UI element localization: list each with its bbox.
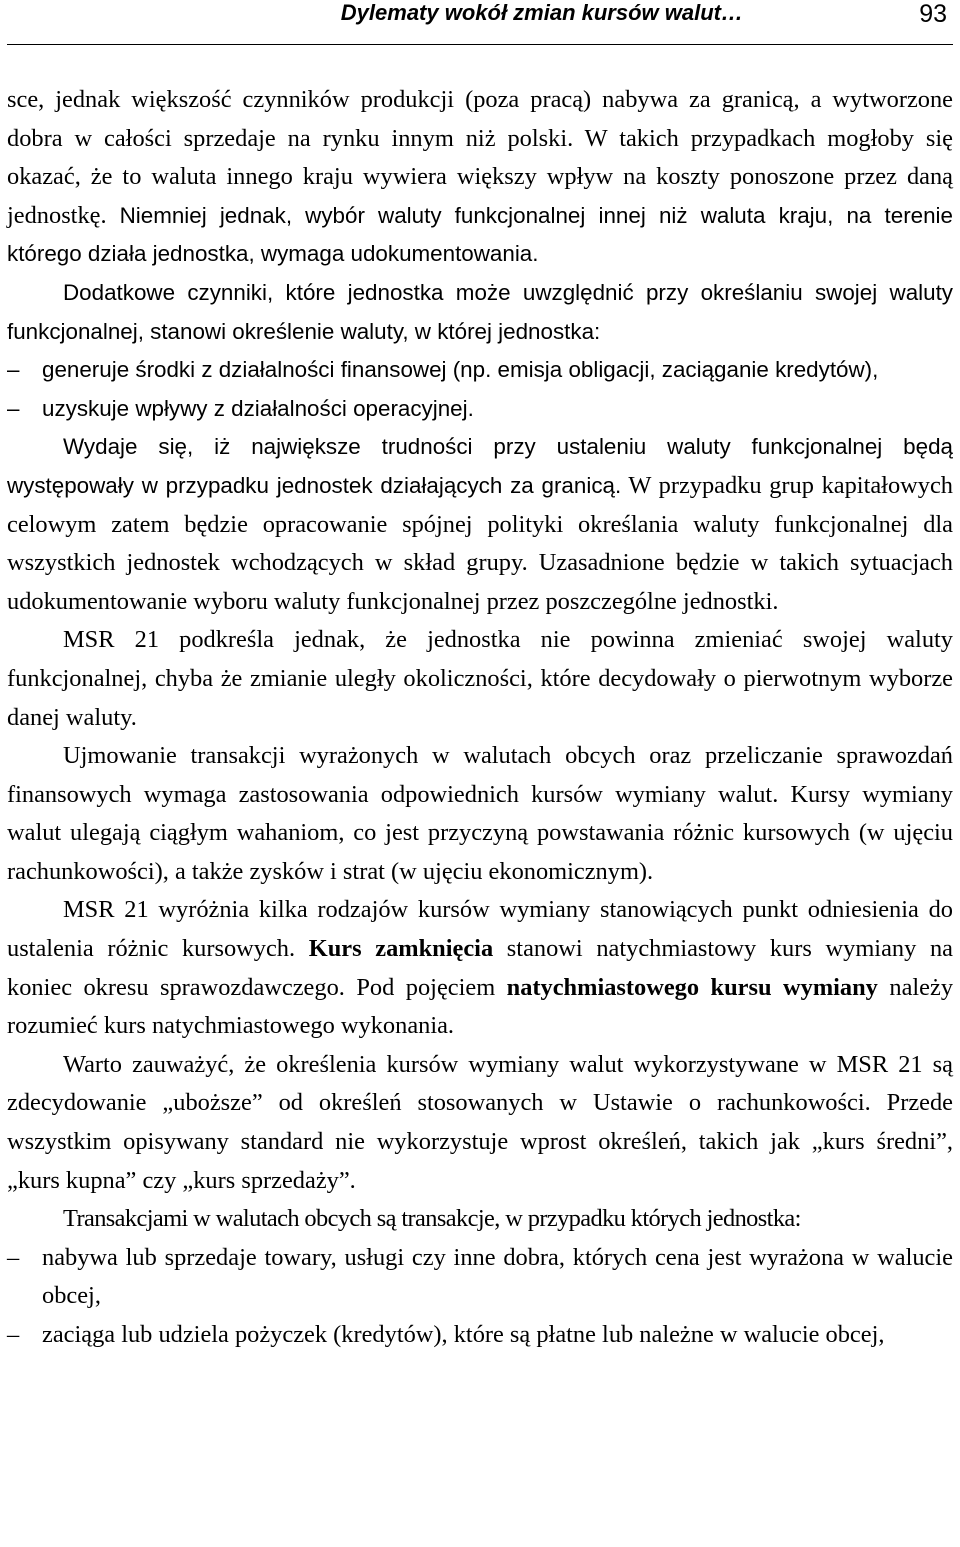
paragraph-8: Transakcjami w walutach obcych są transakcje, w przypadku których jednostka: xyxy=(63,1205,801,1233)
term-closing-rate: Kurs zamknięcia xyxy=(308,935,494,963)
list-item: – nabywa lub sprzedaje towary, usługi czy inne dobra, których cena jest wyrażona w walucie obcej, xyxy=(7,1239,953,1316)
paragraph-6 xyxy=(7,891,953,1045)
paragraph-3 xyxy=(7,428,953,621)
paragraph-1 xyxy=(7,81,953,274)
paragraph-1-serif: sce, jednak większość czynników produkcji (poza pracą) nabywa za granicą, a wytworzone dobra w całości sprzedaje na rynku innym niż polski. W takich przypadkach mogłoby się okazać, że to waluta innego kraju wywiera większy wpływ na koszty ponoszone przez daną jednostkę. xyxy=(7,86,953,229)
list-1 xyxy=(7,351,953,428)
paragraph-4: MSR 21 podkreśla jednak, że jednostka nie powinna zmieniać swojej waluty funkcjonalnej, chyba że zmianie uległy okoliczności, które decydowały o pierwotnym wyborze danej waluty. xyxy=(7,626,953,731)
paragraph-2: Dodatkowe czynniki, które jednostka może uwzględnić przy określaniu swojej waluty funkcjonalnej, stanowi określenie waluty, w której jednostka: xyxy=(7,279,953,344)
list-item: – generuje środki z działalności finansowej (np. emisja obligacji, zaciąganie kredytów), xyxy=(7,351,953,390)
paragraph-6-part-b: stanowi natychmiastowy kurs wymiany na koniec okresu sprawozdawczego. Pod pojęciem xyxy=(7,935,953,1001)
paragraph-3-sans: Wydaje się, iż największe trudności przy ustaleniu waluty funkcjonalnej będą występowały w przypadku jednostek działających za granicą. xyxy=(7,434,953,498)
body-text xyxy=(7,81,953,1355)
page-number: 93 xyxy=(919,0,947,28)
paragraph-6-part-c: należy rozumieć kurs natychmiastowego wykonania. xyxy=(7,973,954,1040)
running-header xyxy=(7,0,953,45)
list-item: – zaciąga lub udziela pożyczek (kredytów), które są płatne lub należne w walucie obcej, xyxy=(7,1316,953,1355)
paragraph-3-serif: W przypadku grup kapitałowych celowym zatem będzie opracowanie spójnej polityki określania waluty funkcjonalnej dla wszystkich jednostek wchodzących w skład grupy. Uzasadnione będzie w takich sytuacjach udokumentowanie wyboru waluty funkcjonalnej przez poszczególne jednostki. xyxy=(7,471,953,615)
paragraph-1-sans: Niemniej jednak, wybór waluty funkcjonalnej innej niż waluta kraju, na terenie którego działa jednostka, wymaga udokumentowania. xyxy=(7,202,953,267)
paragraph-6-part-a: MSR 21 wyróżnia kilka rodzajów kursów wymiany stanowiących punkt odniesienia do ustalenia różnic kursowych. xyxy=(7,896,953,963)
list-2 xyxy=(7,1239,953,1355)
term-spot-rate: natychmiastowego kursu wymiany xyxy=(506,973,878,1001)
paragraph-7: Warto zauważyć, że określenia kursów wymiany walut wykorzystywane w MSR 21 są zdecydowanie „uboższe” od określeń stosowanych w Ustawie o rachunkowości. Przede wszystkim opisywany standard nie wykorzystuje wprost określeń, takich jak „kurs średni”, „kurs kupna” czy „kurs sprzedaży”. xyxy=(7,1050,953,1194)
paragraph-5: Ujmowanie transakcji wyrażonych w walutach obcych oraz przeliczanie sprawozdań finansowych wymaga zastosowania odpowiednich kursów wymiany walut. Kursy wymiany walut ulegają ciągłym wahaniom, co jest przyczyną powstawania różnic kursowych (w ujęciu rachunkowości), a także zysków i strat (w ujęciu ekonomicznym). xyxy=(7,742,953,885)
running-header-title: Dylematy wokół zmian kursów walut… xyxy=(340,0,743,25)
list-item: – uzyskuje wpływy z działalności operacyjnej. xyxy=(7,390,953,429)
